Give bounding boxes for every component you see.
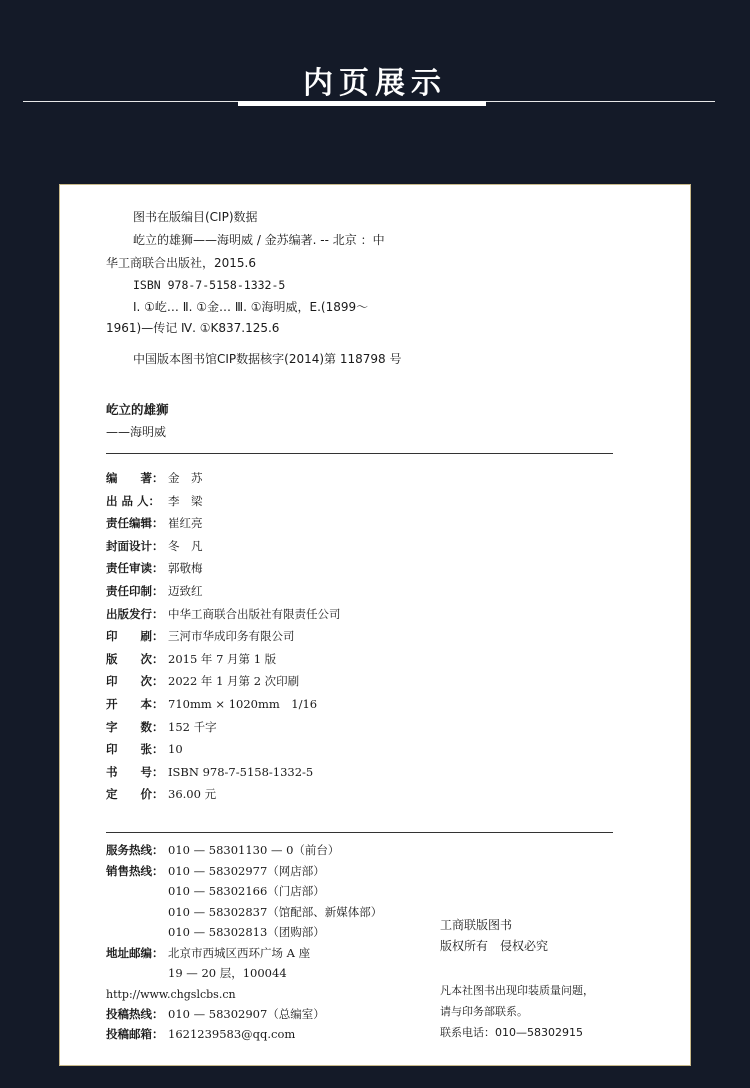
submission-hotline-label: 投稿热线： bbox=[106, 1007, 164, 1021]
credit-label: 责任编辑： bbox=[106, 516, 164, 531]
address-line-2: 19 — 20 层，100044 bbox=[168, 966, 287, 980]
copyright-page bbox=[59, 184, 691, 1066]
credit-label: 印 刷： bbox=[106, 629, 164, 644]
contact-phone: 联系电话：010—58302915 bbox=[440, 1026, 583, 1039]
address-line-1: 北京市西城区西环广场 A 座 bbox=[168, 946, 311, 960]
credit-value: 中华工商联合出版社有限责任公司 bbox=[168, 606, 341, 621]
credit-value: 李 梁 bbox=[168, 493, 203, 508]
credit-label: 责任印制： bbox=[106, 584, 164, 598]
credit-value: 10 bbox=[168, 742, 183, 757]
sales-hotline-label: 销售热线： bbox=[106, 864, 164, 878]
credit-label: 定 价： bbox=[106, 787, 164, 802]
cip-isbn: ISBN 978-7-5158-1332-5 bbox=[133, 278, 286, 292]
sales-hotline-3: 010 — 58302837（馆配部、新媒体部） bbox=[168, 905, 383, 919]
book-subtitle: ——海明威 bbox=[106, 425, 167, 439]
divider-top bbox=[106, 453, 613, 454]
credit-value: ISBN 978-7-5158-1332-5 bbox=[168, 764, 314, 779]
sales-hotline-4: 010 — 58302813（团购部） bbox=[168, 925, 325, 939]
website-link[interactable]: http://www.chgslcbs.cn bbox=[106, 988, 236, 1001]
credit-label: 责任审读： bbox=[106, 561, 164, 576]
submission-hotline: 010 — 58302907（总编室） bbox=[168, 1007, 325, 1021]
credit-value: 710mm × 1020mm 1/16 bbox=[168, 697, 318, 711]
credit-label: 出 品 人： bbox=[106, 493, 161, 508]
quality-note-1: 凡本社图书出现印装质量问题， bbox=[440, 984, 594, 997]
book-title: 屹立的雄狮 bbox=[106, 402, 169, 417]
cip-classification-2: 1961)—传记 Ⅳ. ①K837.125.6 bbox=[106, 321, 280, 335]
credit-value: 36.00 元 bbox=[168, 787, 217, 802]
submission-email-label: 投稿邮箱： bbox=[106, 1027, 164, 1041]
credit-value: 冬 凡 bbox=[168, 538, 203, 553]
divider-bottom bbox=[106, 832, 613, 833]
credit-label: 印 次： bbox=[106, 674, 164, 689]
header-accent-bar bbox=[238, 101, 486, 106]
credit-value: 郭敬梅 bbox=[168, 561, 203, 576]
publisher-line: 工商联版图书 bbox=[440, 918, 513, 932]
credit-value: 三河市华成印务有限公司 bbox=[168, 629, 295, 644]
address-label: 地址邮编： bbox=[106, 946, 164, 960]
credit-value: 崔红亮 bbox=[168, 516, 203, 531]
cip-classification-1: Ⅰ. ①屹… Ⅱ. ①金… Ⅲ. ①海明威，E.(1899～ bbox=[133, 300, 369, 314]
page-title: 内页展示 bbox=[303, 66, 447, 101]
quality-note-2: 请与印务部联系。 bbox=[440, 1005, 528, 1018]
credit-label: 开 本： bbox=[106, 697, 164, 711]
credit-label: 印 张： bbox=[106, 742, 164, 757]
credit-value: 2022 年 1 月第 2 次印刷 bbox=[168, 674, 300, 689]
credit-label: 编 著： bbox=[106, 471, 164, 485]
credit-label: 书 号： bbox=[106, 764, 164, 779]
credit-label: 出版发行： bbox=[106, 606, 164, 621]
cip-line-1: 屹立的雄狮——海明威 / 金苏编著. -- 北京 ：中 bbox=[133, 233, 385, 247]
submission-email[interactable]: 1621239583@qq.com bbox=[168, 1027, 296, 1041]
credit-label: 版 次： bbox=[106, 651, 164, 666]
cip-verify-number: 中国版本图书馆CIP数据核字(2014)第 118798 号 bbox=[133, 352, 402, 366]
service-hotline-label: 服务热线： bbox=[106, 843, 164, 857]
copyright-notice: 版权所有 侵权必究 bbox=[440, 939, 549, 953]
credit-label: 字 数： bbox=[106, 719, 164, 734]
cip-title: 图书在版编目(CIP)数据 bbox=[133, 210, 258, 224]
cip-line-2: 华工商联合出版社，2015.6 bbox=[106, 256, 256, 270]
sales-hotline-1: 010 — 58302977（网店部） bbox=[168, 864, 325, 878]
credit-value: 152 千字 bbox=[168, 719, 217, 734]
credit-value: 金 苏 bbox=[168, 471, 203, 485]
credit-value: 迈致红 bbox=[168, 584, 203, 598]
credit-label: 封面设计： bbox=[106, 538, 164, 553]
sales-hotline-2: 010 — 58302166（门店部） bbox=[168, 884, 325, 898]
service-hotline: 010 — 58301130 — 0（前台） bbox=[168, 843, 340, 857]
credit-value: 2015 年 7 月第 1 版 bbox=[168, 651, 277, 666]
